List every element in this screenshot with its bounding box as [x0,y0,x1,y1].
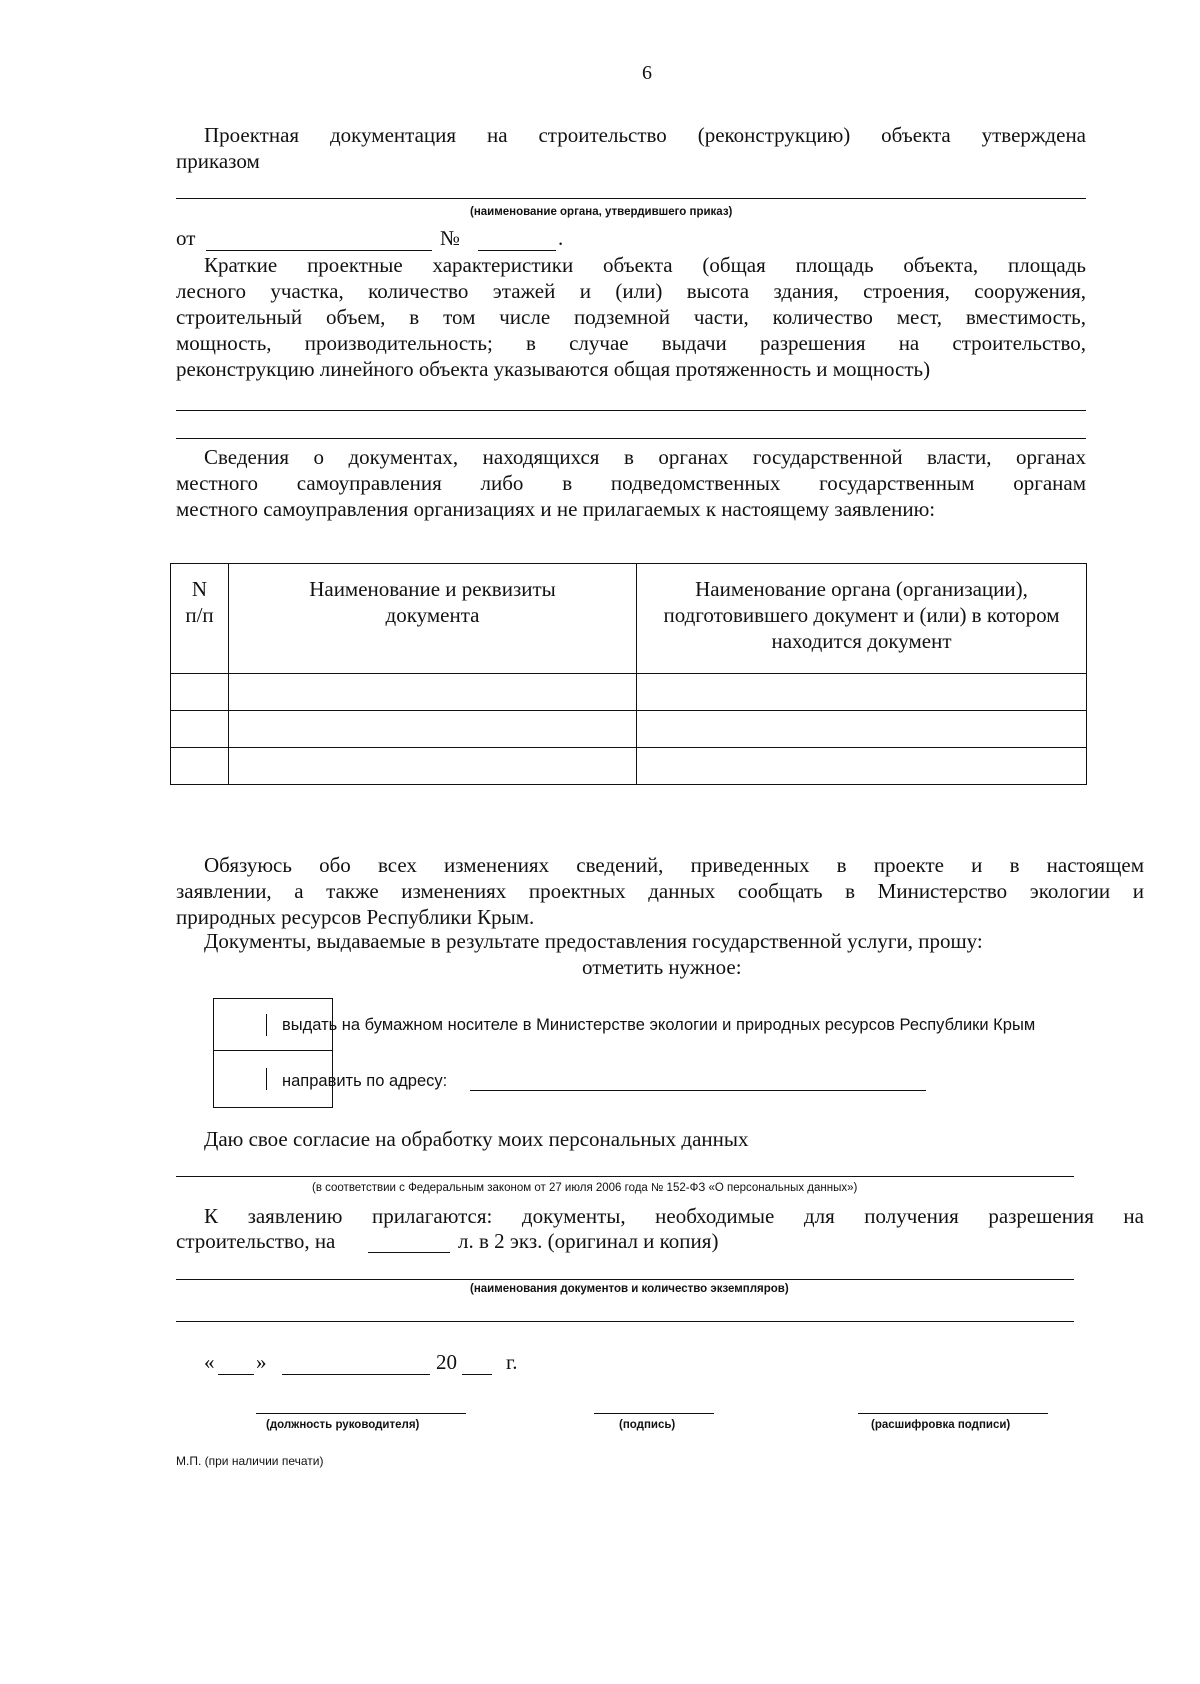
attachments-field-line-2[interactable] [176,1321,1074,1322]
consent-field-line[interactable] [176,1176,1074,1177]
documents-info-line-3: местного самоуправления организациях и не прилагаемых к настоящему заявлению: [176,497,936,521]
date-close-quote: » [256,1350,267,1374]
documents-table [170,563,1087,785]
attachments-sheets-field[interactable] [368,1252,450,1253]
approval-date-field[interactable] [206,250,432,251]
approval-number-label: № [440,226,461,250]
table-cell[interactable] [637,674,1087,711]
characteristics-line-5: реконструкцию линейного объекта указываются общая протяженность и мощность) [176,357,931,381]
approval-authority-line[interactable] [176,198,1086,199]
checkbox-address-divider [266,1068,267,1090]
approval-paragraph [176,122,1086,174]
documents-info-paragraph [176,444,1086,522]
delivery-intro: Документы, выдаваемые в результате предоставления государственной услуги, прошу: [204,929,983,953]
signature-decoding-caption: (расшифровка подписи) [871,1419,1011,1431]
date-day-field[interactable] [218,1374,254,1375]
signature-sign-caption: (подпись) [619,1419,676,1431]
delivery-address-field[interactable] [470,1090,926,1091]
characteristics-line-4: мощность, производительность; в случае выдачи разрешения на строительство, [176,331,1086,355]
approval-dot: . [558,226,564,250]
approval-line-1: Проектная документация на строительство (реконструкцию) объекта утверждена [204,123,1086,147]
characteristics-line-1: Краткие проектные характеристики объекта (общая площадь объекта, площадь [204,253,1086,277]
approval-line-2: приказом [176,149,260,173]
approval-number-field[interactable] [478,250,556,251]
signature-decoding-field[interactable] [858,1413,1048,1414]
signature-position-field[interactable] [256,1413,466,1414]
signature-position-caption: (должность руководителя) [266,1419,420,1431]
documents-info-line-2: местного самоуправления либо в подведомственных государственным органам [176,471,1086,495]
consent-caption: (в соответствии с Федеральным законом от 27 июля 2006 года № 152-ФЗ «О персональных данных») [312,1182,858,1194]
stamp-note: М.П. (при наличии печати) [176,1454,324,1468]
attachments-caption: (наименования документов и количество экземпляров) [470,1283,789,1295]
attachments-field-line-1[interactable] [176,1279,1074,1280]
obligation-paragraph [176,852,1144,930]
documents-info-line-1: Сведения о документах, находящихся в органах государственной власти, органах [204,445,1086,469]
page-number: 6 [642,62,652,84]
table-header-number: N п/п [171,564,229,674]
signature-sign-field[interactable] [594,1413,714,1414]
table-cell[interactable] [171,748,229,785]
table-cell[interactable] [171,674,229,711]
table-row [171,748,1087,785]
delivery-option-paper: выдать на бумажном носителе в Министерстве экологии и природных ресурсов Республики Крым [282,1016,1036,1034]
consent-text: Даю свое согласие на обработку моих персональных данных [204,1127,749,1151]
table-header-organization: Наименование органа (организации), подготовившего документ и (или) в котором находится документ [637,564,1087,674]
table-row [171,711,1087,748]
date-month-field[interactable] [282,1374,430,1375]
obligation-line-2: заявлении, а также изменениях проектных данных сообщать в Министерство экологии и [176,879,1144,903]
approval-from-label: от [176,226,196,250]
table-cell[interactable] [637,748,1087,785]
attachments-paragraph [176,1203,1144,1229]
delivery-option-address: направить по адресу: [282,1072,448,1090]
date-year-field[interactable] [462,1374,492,1375]
attachments-line-2-suffix: л. в 2 экз. (оригинал и копия) [458,1229,719,1253]
table-cell[interactable] [229,711,637,748]
obligation-line-1: Обязуюсь обо всех изменениях сведений, приведенных в проекте и в настоящем [204,853,1144,877]
characteristics-line-3: строительный объем, в том числе подземной части, количество мест, вместимость, [176,305,1086,329]
approval-authority-caption: (наименование органа, утвердившего приказ) [470,206,733,218]
delivery-mark-hint: отметить нужное: [582,955,742,979]
characteristics-paragraph [176,252,1086,382]
date-year-suffix: г. [506,1350,518,1374]
table-cell[interactable] [229,748,637,785]
characteristics-line-2: лесного участка, количество этажей и (или) высота здания, строения, сооружения, [176,279,1086,303]
characteristics-field-line-2[interactable] [176,438,1086,439]
attachments-line-2-prefix: строительство, на [176,1229,336,1253]
attachments-line-1: К заявлению прилагаются: документы, необходимые для получения разрешения на [204,1204,1144,1228]
table-row [171,674,1087,711]
table-header-row [171,564,1087,674]
table-cell[interactable] [171,711,229,748]
characteristics-field-line-1[interactable] [176,410,1086,411]
table-cell[interactable] [637,711,1087,748]
checkbox-paper-divider [266,1014,267,1036]
table-header-document: Наименование и реквизиты документа [229,564,637,674]
table-cell[interactable] [229,674,637,711]
date-year-prefix: 20 [436,1350,457,1374]
obligation-line-3: природных ресурсов Республики Крым. [176,905,535,929]
date-open-quote: « [204,1350,215,1374]
